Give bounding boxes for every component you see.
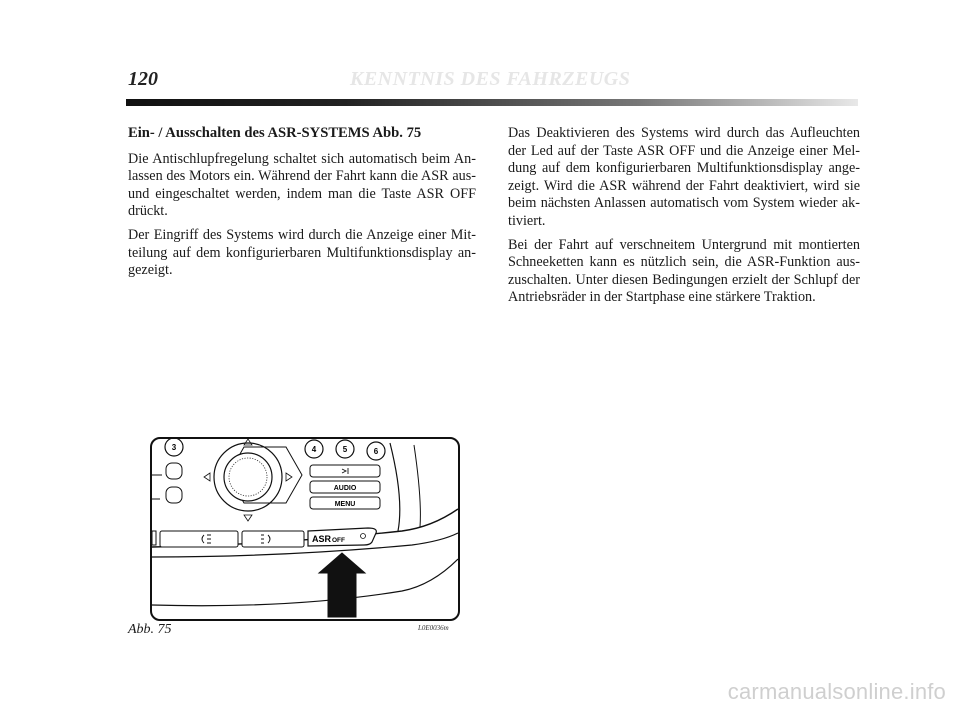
paragraph: Bei der Fahrt auf verschneitem Untergrund mit montierten Schneeketten kann es nützlich sein, die ASR-Funktion aus-zuschalten. Unter diesen Bedingungen erzielt der Schlupf der Antriebsräder in der Startphase eine stärkere Traktion. <box>508 236 860 306</box>
watermark: carmanualsonline.info <box>727 679 946 704</box>
arrow-right-icon <box>286 473 292 481</box>
panel-side-line <box>390 443 400 531</box>
figure-code: L0E0036m <box>418 624 449 632</box>
dashboard-illustration <box>152 439 458 619</box>
paragraph: Die Antischlupfregelung schaltet sich automatisch beim An-lassen des Motors ein. Während der Fahrt kann die ASR aus- und eingeschaltet werden, indem man die Taste ASR OFF drückt. <box>128 150 476 220</box>
preset-4-label: 4 <box>311 445 317 454</box>
preset-6-label: 6 <box>373 447 379 456</box>
console-lower-line <box>152 559 458 606</box>
left-column <box>128 125 476 286</box>
header-rule <box>126 99 858 106</box>
asr-label: ASR <box>312 534 332 544</box>
arrow-left-icon <box>204 473 210 481</box>
figure-illustration <box>150 437 460 621</box>
paragraph: Das Deaktivieren des Systems wird durch das Aufleuchten der Led auf der Taste ASR OFF und die Anzeige einer Mel-dung auf dem konfigurierbaren Multifunktionsdisplay ange-zeigt. Wird die ASR während der Fahrt deaktiviert, wird sie beim nächsten Anlassen automatisch vom System wieder ak-tiviert. <box>508 125 860 229</box>
switch-button <box>152 531 156 545</box>
panel-left-line <box>152 475 162 499</box>
arrow-up-icon <box>244 439 252 445</box>
paragraph: Der Eingriff des Systems wird durch die Anzeige einer Mit-teilung auf dem konfigurierbaren Multifunktionsdisplay an-gezeigt. <box>128 226 476 279</box>
arrow-down-icon <box>244 515 252 521</box>
audio-label: AUDIO <box>333 485 357 492</box>
right-column <box>508 125 860 313</box>
preset-3-label: 3 <box>171 443 177 452</box>
side-button <box>166 487 182 503</box>
menu-label: MENU <box>334 501 356 508</box>
panel-side-line <box>414 445 420 527</box>
rear-fog-button <box>242 531 304 547</box>
pointer-arrow-icon <box>319 553 365 617</box>
side-button <box>166 463 182 479</box>
asr-led-icon <box>361 534 366 539</box>
section-heading: Ein- / Ausschalten des ASR-SYSTEMS Abb. 75 <box>128 125 422 141</box>
figure-caption: Abb. 75 <box>128 622 172 637</box>
off-label: OFF <box>332 537 345 544</box>
preset-5-label: 5 <box>342 445 348 454</box>
page-number: 120 <box>128 68 158 90</box>
nav-knob <box>224 453 272 501</box>
running-title: KENNTNIS DES FAHRZEUGS <box>350 68 631 90</box>
fog-light-button <box>160 531 238 547</box>
